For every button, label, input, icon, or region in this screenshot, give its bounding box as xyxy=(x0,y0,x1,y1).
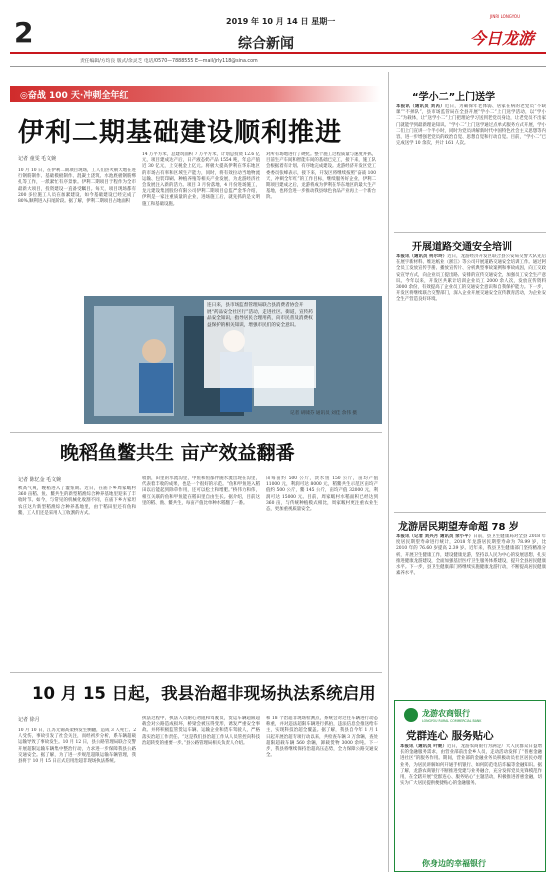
rice-story-byline: 记者 陈忆金 毛文婉 xyxy=(18,477,62,483)
sidebar-story-1-byline: 本报讯（通讯员 刘芮） xyxy=(396,104,445,109)
sidebar-divider xyxy=(394,232,546,233)
bank-ad-byline: 本报讯（通讯员 叶妮） xyxy=(400,744,447,749)
campaign-banner-text: ◎奋战 100 天·冲刺全年红 xyxy=(20,91,129,101)
lead-column-1: 10 月 10 日，在伊利二期项目现场，工人们热火朝天地在进行钢筋制作、基础模板制作、混凝土浇筑、水池底板钢筋绑扎等工作，一派紧忙有序景象。伊利二期项目于程作为全市最新大项目，投资建设一直备受瞩目。每天，项目现场都有 200 多位施工人员在加紧建设，如今基础建设已经完成了 80%,顺利进入扫尾阶段。据了解，伊利二期项目占地面积 xyxy=(18,168,136,205)
traffic-story-byline: 记者 徐月 xyxy=(18,717,40,723)
editor-info: 责任编辑/方均良 版式/余灵芝 电话/0570—7888555 E—mail/jrly118@sina.com xyxy=(80,59,258,64)
photo-caption: 连日来，县市场监督管理局联合县消费者协会开展“药品安全社区行”活动，走进社区、街道，宣传药品安全知识，指导居民合理用药，向市民普及消费权益保护的相关知识，增强市民们的安全意识。 xyxy=(204,300,316,388)
sidebar-story-2-title: 开展道路交通安全培训 xyxy=(412,242,512,253)
sidebar-divider xyxy=(394,512,546,513)
sidebar-story-1-text xyxy=(396,104,546,224)
rice-story-column-2: 收割，田里的水流沟里，甲鱼和鱼都伴随水流出现在沟里，代表着丰收的成果，也是一个很好的示范。“鱼和甲鱼进入稻田以后能起到除草作用，还可以松土和增肥。”桥伟力和伟，相互关联的鱼和甲鱼能在稻田里自由生长。据介绍，目前这里的稻、渔、鳖共生，每亩产值比单种水稻翻了一番。 xyxy=(142,476,260,506)
sidebar-story-2-byline: 本报讯（通讯员 何尔玲） xyxy=(396,254,448,259)
bank-name: 龙游农商银行 xyxy=(422,709,470,718)
section-title: 综合新闻 xyxy=(238,36,294,52)
sidebar-story-1-body: 近日，为确保年老体弱、居家在病的老党员“不缺课”“不掉队”，县市场监管局在全县开展“学小二”上门送学活动，以“学小二”为载体，让“送学小二”上门把理论学习送到老党员身边，让老党员不出家门就能学到最新理论知识。“学小二”上门送学通过点单式服务方式开展，学小二们上门宣讲一个半小时，同时为党员讲解新时代中国特色社会主义思想等内容，进一步增强老党员的政治自觉、思想自觉和行动自觉。目前，“学小二”已完成送学 10 余次，共计 161 人次。 xyxy=(396,104,546,147)
traffic-story-column-2: 执法过程中，执法人员耐心劝阻和驾驶员，货运车辆超限超载会对公路造成损坏，桥梁会被压得变形，诱发严重安全事故。并将积极监管货运车辆、运输企业和货车驾驶人，严格落实治超工作责任。“这是我们县治超工作从人员管控向科技治超转变的重要一步。”县公路管理局相关负责人介绍。 xyxy=(142,716,260,746)
bank-name-en: LONGYOU RURAL COMMERCIAL BANK xyxy=(422,719,482,723)
sidebar-story-3-byline: 本报讯（记者 刘兴月 通讯员 余小平） xyxy=(396,534,474,539)
rice-story-column-1: 秋高气爽，晚稻进入了灌浆期。近日，在庙下乡周家畈村 360 亩稻、鱼、鳖共生的新型稻渔综合种养基地里迎来了丰收时节。如今，与常见的机械化收割不同，在庙下乡方家坦农庄这片新型稻渔综合种养基地里，由于稻田里还有鱼和鳖，工人们还是采用人工收割的方式。 xyxy=(18,486,136,516)
sidebar-story-3-body: 日前，县卫生健康局对全县 2018 年度居民期望寿命进行统计，2018 年龙游居民期望寿命为 78.99 岁，比 2010 年的 76.60 岁提高 2.39 岁。近年来，我县卫生健康部门坚持精准分析，开展卫生健康工作，建设健康龙游，坚持以人民为中心的发展思想，扎实推进健康龙游建设，全面加强基层医疗卫生服务体系建设，提升全县居民健康水平。下一步，县卫生健康部门将继续实施健康龙游行动，不断提高居民健康素养水平。 xyxy=(396,534,546,577)
lead-column-2: 14 万平方米，总建筑面积 7 万平方米，计划总投资 12.6 亿元，项目建成达产后，日产液态奶产品 1554 吨，年总产值近 30 亿元，上交税金上亿元。将极大提高伊利在华东地区的市场占有率和区域生产能力，同时，将有效拉动当地物流运输、包装印刷、种植养殖等相关产业发展，为龙游经济社会发展注入新的活力。项目 3 月份落地，4 月份进场施工，龙元建设集团股份有限公司伊利二期项目总监严金华介绍，伊利是一家注重质量的企业，进场施工后，就先抓的是文明施工和基础设施。 xyxy=(142,152,260,207)
bank-ad-text xyxy=(400,744,542,852)
rice-story-headline: 晚稻鱼鳖共生 亩产效益翻番 xyxy=(60,442,295,464)
photo-credit: 记者 胡啸芬 通讯员 刘佳 余伟 摄 xyxy=(290,411,358,416)
section-divider xyxy=(10,432,382,433)
header-divider xyxy=(10,66,546,67)
page-number: 2 xyxy=(14,16,34,49)
sidebar-story-3-title: 龙游居民期望寿命超 78 岁 xyxy=(398,522,519,533)
traffic-story-column-1: 10 月 10 日，江苏无锡高架桥发生侧翻，造成 3 人死亡、2 人受伤，事故引发了社会关注，而经初步分析，系车辆超载运输导致了事故发生。10 月 12 日，县公路管理局联合交警开展超限运输车辆集中整治行动，力求进一步保障我县公路交通安全。据了解，为了进一步规范超限运输车辆管理，我县将于 10 月 15 日正式启用治超非现场执法系统。 xyxy=(18,728,136,765)
bank-logo-icon xyxy=(404,708,418,722)
bank-ad-body: 近日，龙游农商银行为满足广大人民群众日益增长的金融服务需求，由营业部前出金乡人员，走动活动发挥了“普惠金融进社区”的服务作用。期间，营业部的金融业务员积极动员社区居民办理业务，为居民讲解如何开通手机银行、如何防范电信诈骗等金融知识。据了解，龙游农商银行不断推进党建与业务融合，充分发挥党员先锋模范作用，在全辖开展“党群连心、服务贴心”主题活动，积极推进普惠金融，切实为广大居民提供便捷贴心的金融服务。 xyxy=(400,744,542,787)
lead-byline: 记者 童雯 毛文婉 xyxy=(18,156,57,162)
masthead-logo: 今日龙游 xyxy=(470,29,535,48)
header-rule xyxy=(10,52,546,54)
column-divider xyxy=(388,72,389,872)
lead-headline: 伊利二期基础建设顺利推进 xyxy=(18,118,343,148)
section-divider xyxy=(10,672,382,673)
issue-date: 2019 年 10 月 14 日 星期一 xyxy=(226,17,336,26)
traffic-story-column-3: 和 18 个治超非现场检测点，系统会对过往车辆进行动态称重，并对违法超限车辆进行抓拍，违法信息会推送给车主，实现科技治超全覆盖。据了解，我县自今年 1 月 1 日起开展治超专项行动以来，共检查车辆 3 万余辆，查处超限超载车辆 560 余辆，卸载货物 3000 余吨。下一步，我县将继续保持治超高压态势，全力保障公路交通安全。 xyxy=(266,716,378,759)
bank-slogan: 你身边的幸福银行 xyxy=(422,859,486,868)
masthead-logo-en: JINRI LONGYOU xyxy=(490,14,521,19)
rice-story-column-3: 田每亩约 500 公斤，淡水鱼 150 公斤，亩均产值 11000 元，利润可达 8000 元，稻鳖共生示范区亩均产值约 500 公斤，鳖 145 公斤，亩均产值 32000 元，利润可达 15000 元。目前，周家畈村水稻面积已经达到 360 亩，与传统种植模式相比，周家畈村更注重农业生态，更加重视质量安全。 xyxy=(266,476,378,513)
traffic-story-headline: 10 月 15 日起，我县治超非现场执法系统启用 xyxy=(32,684,376,703)
sidebar-story-2-text xyxy=(396,254,546,506)
bank-ad-title: 党群连心 服务贴心 xyxy=(406,730,494,742)
sidebar-story-3-text xyxy=(396,534,546,692)
sidebar-story-2-body: 近日，龙游经济开发区联合县公安局交警大队先后在展宇新材料、维达纸业（浙江）等公司开展道路交通安全培训工作。通过阿全员工发放宣传手册、播放宣传片、分析典型事故案例和事故成因，向工交政安宣导方式，向企业员工提出路、安排的宣传交通安全，加强员工安全生产意识。今年以来，开发区共累计培训企业员工 2000 余人次，发放宣传资料 3000 余份，有效提高了企业员工的交通安全意识和自我保护能力。下一步，开发区将继续联合交警部门，深入企业开展交通安全宣传教育活动，为企业安全生产营造良好环境。 xyxy=(396,254,546,303)
lead-column-3: 对所有场地进行了硬化。整个施工过程质量与速度并抓，目前生产车间和智能车间的基础已完工，接下来，施工队会根据着有计划、有序地完成建设。龙游经济开发区党工委委员张峰表示，接下来，开发区将继续按照“奋战 100 天，冲刺全年红”的工作目标，继续服务好企业，伊利二期项目建成之后，龙游将成为伊利在华东地区的最大生产基地，也将会进一步推动我县绿色食品产业再上一个新台阶。 xyxy=(266,152,376,201)
sidebar-story-1-title: “学小二”上门送学 xyxy=(412,92,496,103)
